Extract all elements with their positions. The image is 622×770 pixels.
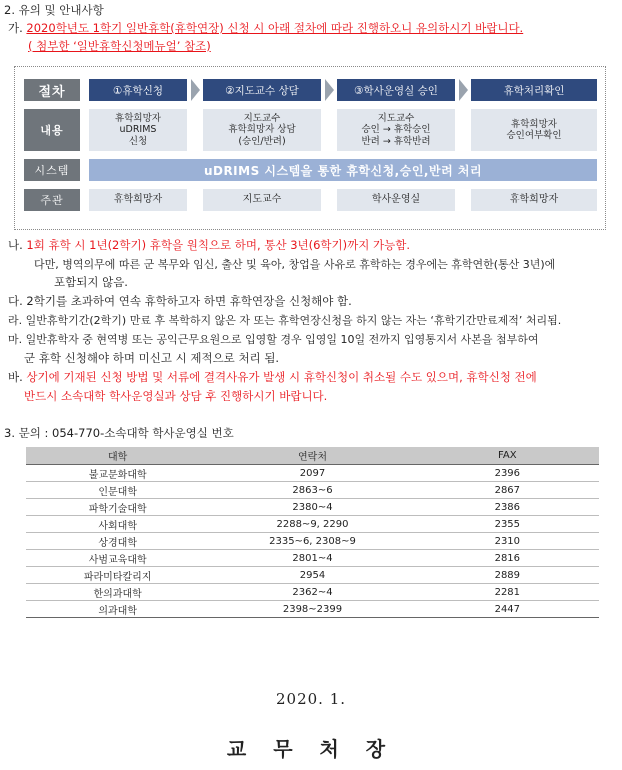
fax-cell: 2816 [416,550,599,567]
section-3-title: 3. 문의 : 054-770-소속대학 학사운영실 번호 [4,426,234,440]
contact-table [26,447,599,618]
arrow-icon [325,79,334,101]
item-na-marker: 나. [8,238,23,252]
item-ga-text: 2020학년도 1학기 일반휴학(휴학연장) 신청 시 아래 절차에 따라 진행하오니 유의하시기 바랍니다. [26,21,524,35]
fax-cell: 2355 [416,516,599,533]
fax-cell: 2386 [416,499,599,516]
step-4-box: 휴학처리확인 [471,79,597,101]
owner-3-box: 학사운영실 [337,189,455,211]
college-cell: 의과대학 [26,601,209,618]
item-na-note-2: 포함되지 않음. [54,275,128,289]
item-ba-text-1: 상기에 기재된 신청 방법 및 서류에 결격사유가 발생 시 휴학신청이 취소될 수도 있으며, 휴학신청 전에 [26,370,537,384]
phone-cell: 2801~4 [209,550,415,567]
fax-cell: 2281 [416,584,599,601]
item-ba-text-2: 반드시 소속대학 학사운영실과 상담 후 진행하시기 바랍니다. [24,389,328,403]
content-3-box: 지도교수 승인 → 휴학승인 반려 → 휴학반려 [337,109,455,151]
item-ga [8,20,523,37]
owner-1-box: 휴학희망자 [89,189,187,211]
table-row [26,550,599,567]
item-ba [8,369,537,386]
college-cell: 파학기술대학 [26,499,209,516]
content-1-box: 휴학희망자 uDRIMS 신청 [89,109,187,151]
college-cell: 불교문화대학 [26,465,209,482]
owner-2-box: 지도교수 [203,189,321,211]
fax-cell: 2889 [416,567,599,584]
phone-cell: 2863~6 [209,482,415,499]
arrow-icon [459,79,468,101]
content-4-box: 휴학희망자 승인여부확인 [471,109,597,151]
document-date: 2020. 1. [275,690,347,708]
table-row [26,482,599,499]
fax-cell: 2396 [416,465,599,482]
content-2-box: 지도교수 휴학희망자 상담 (승인/반려) [203,109,321,151]
header-fax: FAX [416,447,599,465]
phone-cell: 2398~2399 [209,601,415,618]
table-row [26,465,599,482]
phone-cell: 2362~4 [209,584,415,601]
fax-cell: 2867 [416,482,599,499]
fax-cell: 2310 [416,533,599,550]
item-ga-marker: 가. [8,21,23,35]
table-row [26,533,599,550]
fax-cell: 2447 [416,601,599,618]
item-ma-line-2: 군 휴학 신청해야 하며 미신고 시 제적으로 처리 됨. [24,351,280,365]
procedure-diagram [14,66,606,230]
phone-cell: 2954 [209,567,415,584]
college-cell: 인문대학 [26,482,209,499]
system-label: 시스템 [24,159,80,181]
item-ma-line-1: 마. 일반휴학자 중 현역병 또는 공익근무요원으로 입영할 경우 입영일 10일 전까지 입영통지서 사본을 첨부하여 [8,333,539,346]
table-row [26,499,599,516]
phone-cell: 2288~9, 2290 [209,516,415,533]
procedure-label: 절차 [24,79,80,101]
step-2-box: ②지도교수 상담 [203,79,321,101]
item-na [8,237,410,254]
table-row [26,584,599,601]
college-cell: 파라미타칼리지 [26,567,209,584]
item-na-text: 1회 휴학 시 1년(2학기) 휴학을 원칙으로 하며, 통산 3년(6학기)까지 가능함. [26,238,410,252]
college-cell: 사회대학 [26,516,209,533]
college-cell: 사범교육대학 [26,550,209,567]
system-bar: uDRIMS 시스템을 통한 휴학신청,승인,반려 처리 [89,159,597,181]
step-1-box: ①휴학신청 [89,79,187,101]
arrow-icon [191,79,200,101]
manual-reference: ( 첨부한 ‘일반휴학신청메뉴얼’ 참조) [28,39,211,53]
header-phone: 연락처 [209,447,415,465]
item-ra: 라. 일반휴학기간(2학기) 만료 후 복학하지 않은 자 또는 휴학연장신청을 하지 않는 자는 ‘휴학기간만료제적’ 처리됨. [8,314,562,327]
phone-cell: 2097 [209,465,415,482]
item-ba-marker: 바. [8,370,23,384]
signer: 교 무 처 장 [226,737,396,761]
owner-label: 주관 [24,189,80,211]
item-da: 다. 2학기를 초과하여 연속 휴학하고자 하면 휴학연장을 신청해야 함. [8,294,352,308]
owner-4-box: 휴학희망자 [471,189,597,211]
content-label: 내용 [24,109,80,151]
step-3-box: ③학사운영실 승인 [337,79,455,101]
item-na-note-1: 다만, 병역의무에 따른 군 복무와 임신, 출산 및 육아, 창업을 사유로 휴학하는 경우에는 휴학연한(통산 3년)에 [34,258,556,271]
table-row [26,567,599,584]
phone-cell: 2335~6, 2308~9 [209,533,415,550]
table-header-row [26,447,599,465]
phone-cell: 2380~4 [209,499,415,516]
college-cell: 한의과대학 [26,584,209,601]
college-cell: 상경대학 [26,533,209,550]
table-row [26,601,599,618]
section-2-title: 2. 유의 및 안내사항 [4,3,104,17]
table-row [26,516,599,533]
header-college: 대학 [26,447,209,465]
